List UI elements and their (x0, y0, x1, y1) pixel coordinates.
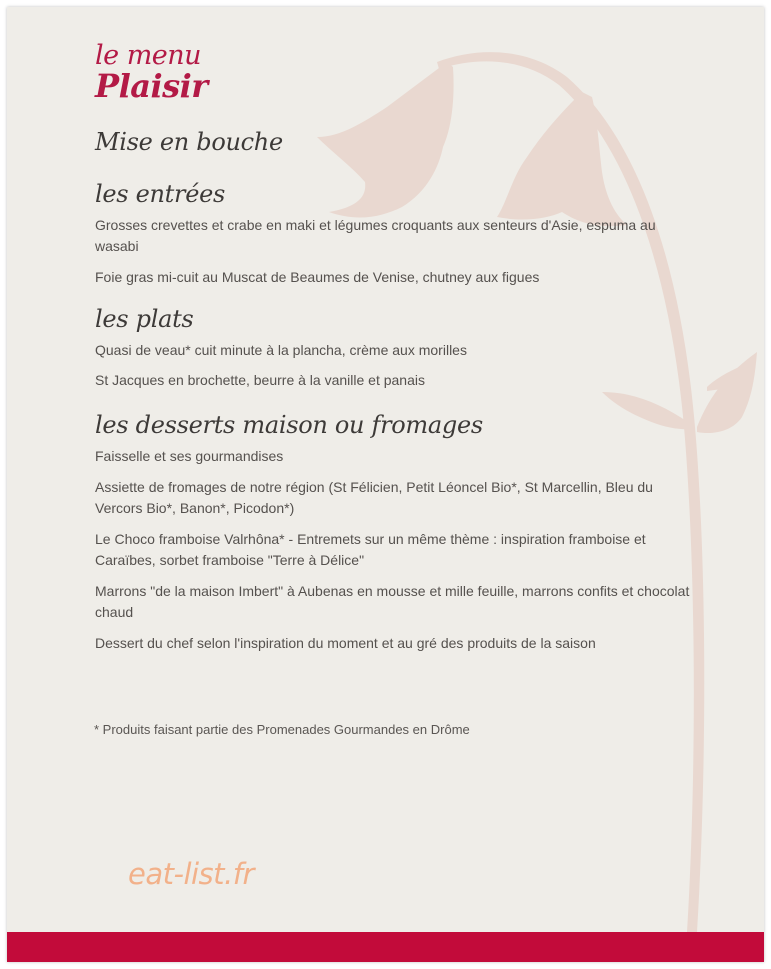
dish-entree-2: Foie gras mi-cuit au Muscat de Beaumes de Venise, chutney aux figues (95, 269, 540, 285)
bottom-accent-bar (7, 932, 764, 962)
section-title-entrees: les entrées (95, 180, 226, 208)
dish-plat-1: Quasi de veau* cuit minute à la plancha, crème aux morilles (95, 342, 467, 358)
menu-card (7, 7, 764, 962)
dish-entree-1: Grosses crevettes et crabe en maki et légumes croquants aux senteurs d'Asie, espuma au wasabi (95, 217, 656, 254)
menu-heading-line1: le menu (95, 40, 202, 71)
amuse-title: Mise en bouche (95, 128, 283, 156)
menu-heading (95, 40, 695, 105)
dish-dessert-3: Le Choco framboise Valrhôna* - Entremets sur un même thème : inspiration framboise et Caraïbes, sorbet framboise "Terre à Délice" (95, 531, 646, 568)
dish-dessert-4: Marrons "de la maison Imbert" à Aubenas en mousse et mille feuille, marrons confits et chocolat chaud (95, 583, 690, 620)
dish-dessert-1: Faisselle et ses gourmandises (95, 448, 284, 464)
section-title-desserts: les desserts maison ou fromages (95, 411, 483, 439)
menu-content (95, 40, 695, 654)
dish-dessert-5: Dessert du chef selon l'inspiration du moment et au gré des produits de la saison (95, 635, 596, 651)
section-title-plats: les plats (95, 305, 194, 333)
footnote: * Produits faisant partie des Promenades Gourmandes en Drôme (94, 722, 470, 737)
menu-heading-line2: Plaisir (95, 67, 208, 105)
watermark-text: eat-list.fr (128, 857, 254, 891)
dish-plat-2: St Jacques en brochette, beurre à la vanille et panais (95, 372, 425, 388)
dish-dessert-2: Assiette de fromages de notre région (St Félicien, Petit Léoncel Bio*, St Marcellin, Bleu du Vercors Bio*, Banon*, Picodon*) (95, 479, 653, 516)
